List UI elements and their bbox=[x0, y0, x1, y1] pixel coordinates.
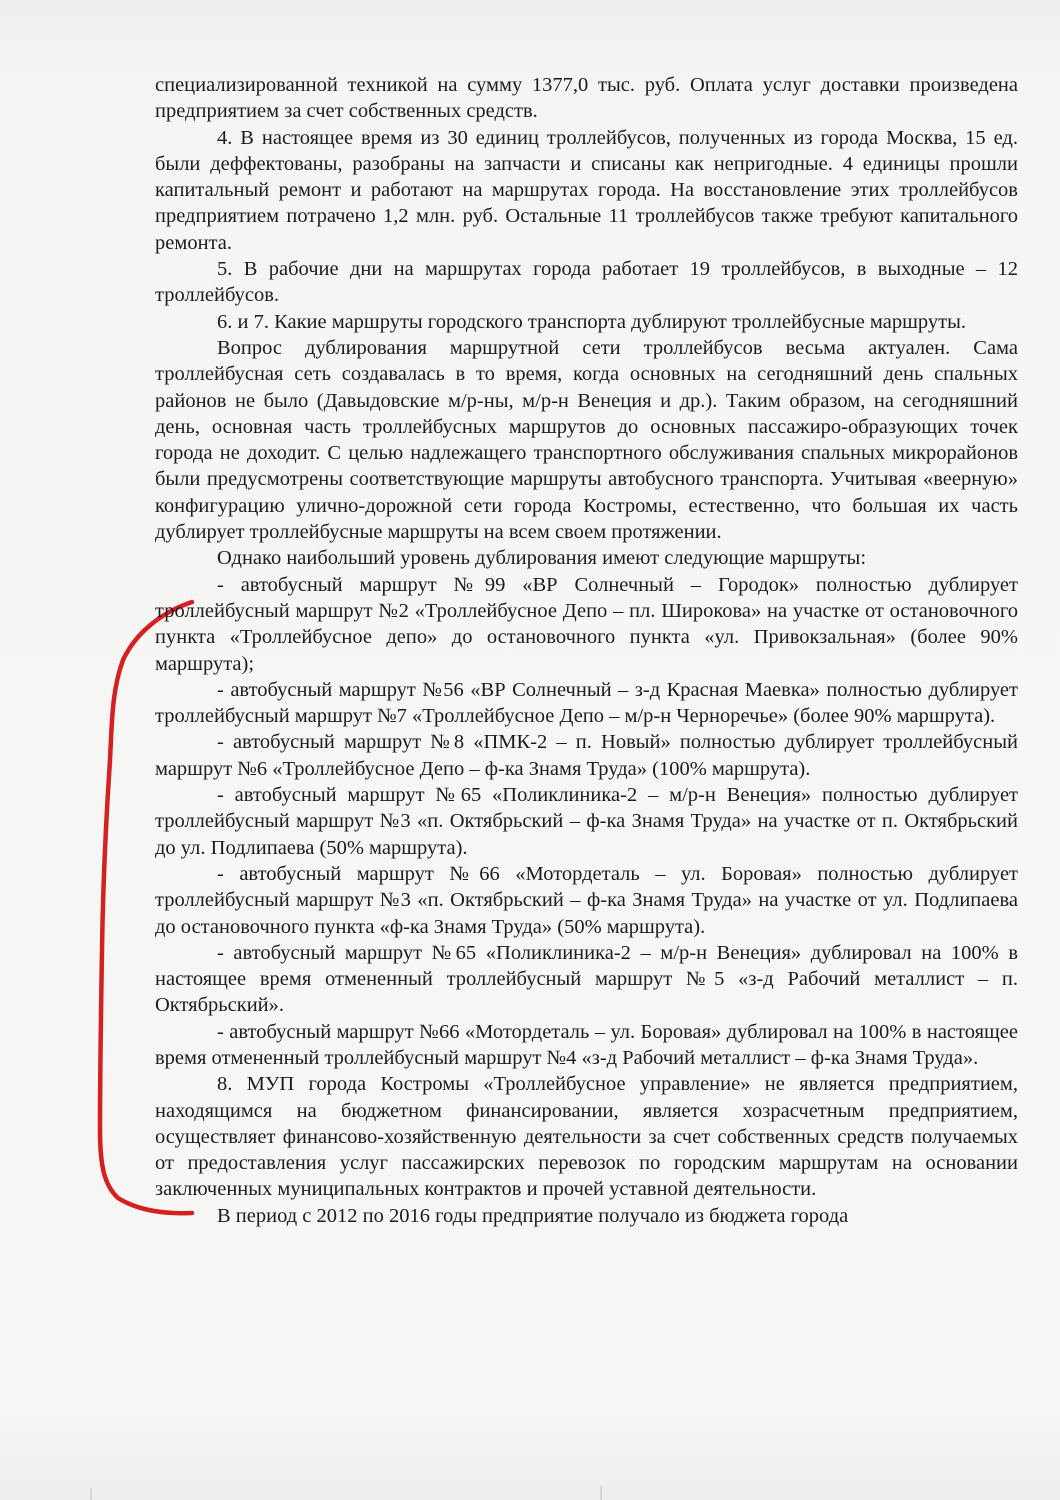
paragraph: 4. В настоящее время из 30 единиц троллейбусов, полученных из города Москва, 15 ед. были деффектованы, разобраны на запчасти и списаны как непригодные. 4 единицы прошли капитальный ремонт и работают на маршрутах города. На восстановление этих троллейбусов предприятием потрачено 1,2 млн. руб. Остальные 11 троллейбусов также требуют капитального ремонта. bbox=[155, 126, 1018, 254]
scan-edge-mark bbox=[600, 1486, 602, 1500]
paragraph: - автобусный маршрут №65 «Поликлиника-2 – м/р-н Венеция» полностью дублирует троллейбусный маршрут №3 «п. Октябрьский – ф-ка Знамя Труда» на участке от п. Октябрьский до ул. Подлипаева (50% маршрута). bbox=[155, 784, 1018, 859]
paragraph: Однако наибольший уровень дублирования имеют следующие маршруты: bbox=[217, 547, 867, 570]
paragraph: Вопрос дублирования маршрутной сети троллейбусов весьма актуален. Сама троллейбусная сеть создавалась в то время, когда основных на сегодняшний день спальных районов не было (Давыдовские м/р-ны, м/р-н Венеция и др.). Таким образом, на сегодняшний день, основная часть троллейбусных маршрутов до основных пассажиро-образующих точек города не доходит. С целью надлежащего транспортного обслуживания спальных микрорайонов были предусмотрены соответствующие маршруты автобусного транспорта. Учитывая «веерную» конфигурацию улично-дорожной сети города Костромы, естественно, что большая их часть дублирует троллейбусные маршруты на всем своем протяжении. bbox=[155, 336, 1018, 544]
paragraph: 6. и 7. Какие маршруты городского транспорта дублируют троллейбусные маршруты. bbox=[217, 310, 966, 333]
document-body bbox=[155, 72, 1018, 1229]
paragraph: специализированной техникой на сумму 1377,0 тыс. руб. Оплата услуг доставки произведена предприятием за счет собственных средств. bbox=[155, 74, 1018, 123]
paragraph: - автобусный маршрут №66 «Мотордеталь – ул. Боровая» полностью дублирует троллейбусный маршрут №3 «п. Октябрьский – ф-ка Знамя Труда» на участке от ул. Подлипаева до остановочного пункта «ф-ка Знамя Труда» (50% маршрута). bbox=[155, 862, 1018, 938]
paragraph: - автобусный маршрут №65 «Поликлиника-2 – м/р-н Венеция» дублировал на 100% в настоящее время отмененный троллейбусный маршрут №5 «з-д Рабочий металлист – п. Октябрьский». bbox=[155, 941, 1018, 1017]
paragraph: - автобусный маршрут №99 «ВР Солнечный – Городок» полностью дублирует троллейбусный маршрут №2 «Троллейбусное Депо – пл. Широкова» на участке от остановочного пункта «Троллейбусное депо» до остановочного пункта «ул. Привокзальная» (более 90% маршрута); bbox=[155, 573, 1018, 675]
scan-edge-mark bbox=[90, 1488, 92, 1500]
paragraph: 5. В рабочие дни на маршрутах города работает 19 троллейбусов, в выходные – 12 троллейбусов. bbox=[155, 258, 1018, 307]
paragraph: В период с 2012 по 2016 годы предприятие получало из бюджета города bbox=[217, 1204, 849, 1227]
paragraph: - автобусный маршрут №56 «ВР Солнечный – з-д Красная Маевка» полностью дублирует троллейбусный маршрут №7 «Троллейбусное Депо – м/р-н Черноречье» (более 90% маршрута). bbox=[155, 678, 1018, 728]
paragraph: - автобусный маршрут №8 «ПМК-2 – п. Новый» полностью дублирует троллейбусный маршрут №6 «Троллейбусное Депо – ф-ка Знамя Труда» (100% маршрута). bbox=[155, 731, 1018, 780]
paragraph: - автобусный маршрут №66 «Мотордеталь – ул. Боровая» дублировал на 100% в настоящее время отмененный троллейбусный маршрут №4 «з-д Рабочий металлист – ф-ка Знамя Труда». bbox=[155, 1020, 1018, 1069]
paragraph: 8. МУП города Костромы «Троллейбусное управление» не является предприятием, находящимся на бюджетном финансировании, является хозрасчетным предприятием, осуществляет финансово-хозяйственную деятельности за счет собственных средств получаемых от предоставления услуг пассажирских перевозок по городским маршрутам на основании заключенных муниципальных контрактов и прочей уставной деятельности. bbox=[155, 1073, 1018, 1201]
